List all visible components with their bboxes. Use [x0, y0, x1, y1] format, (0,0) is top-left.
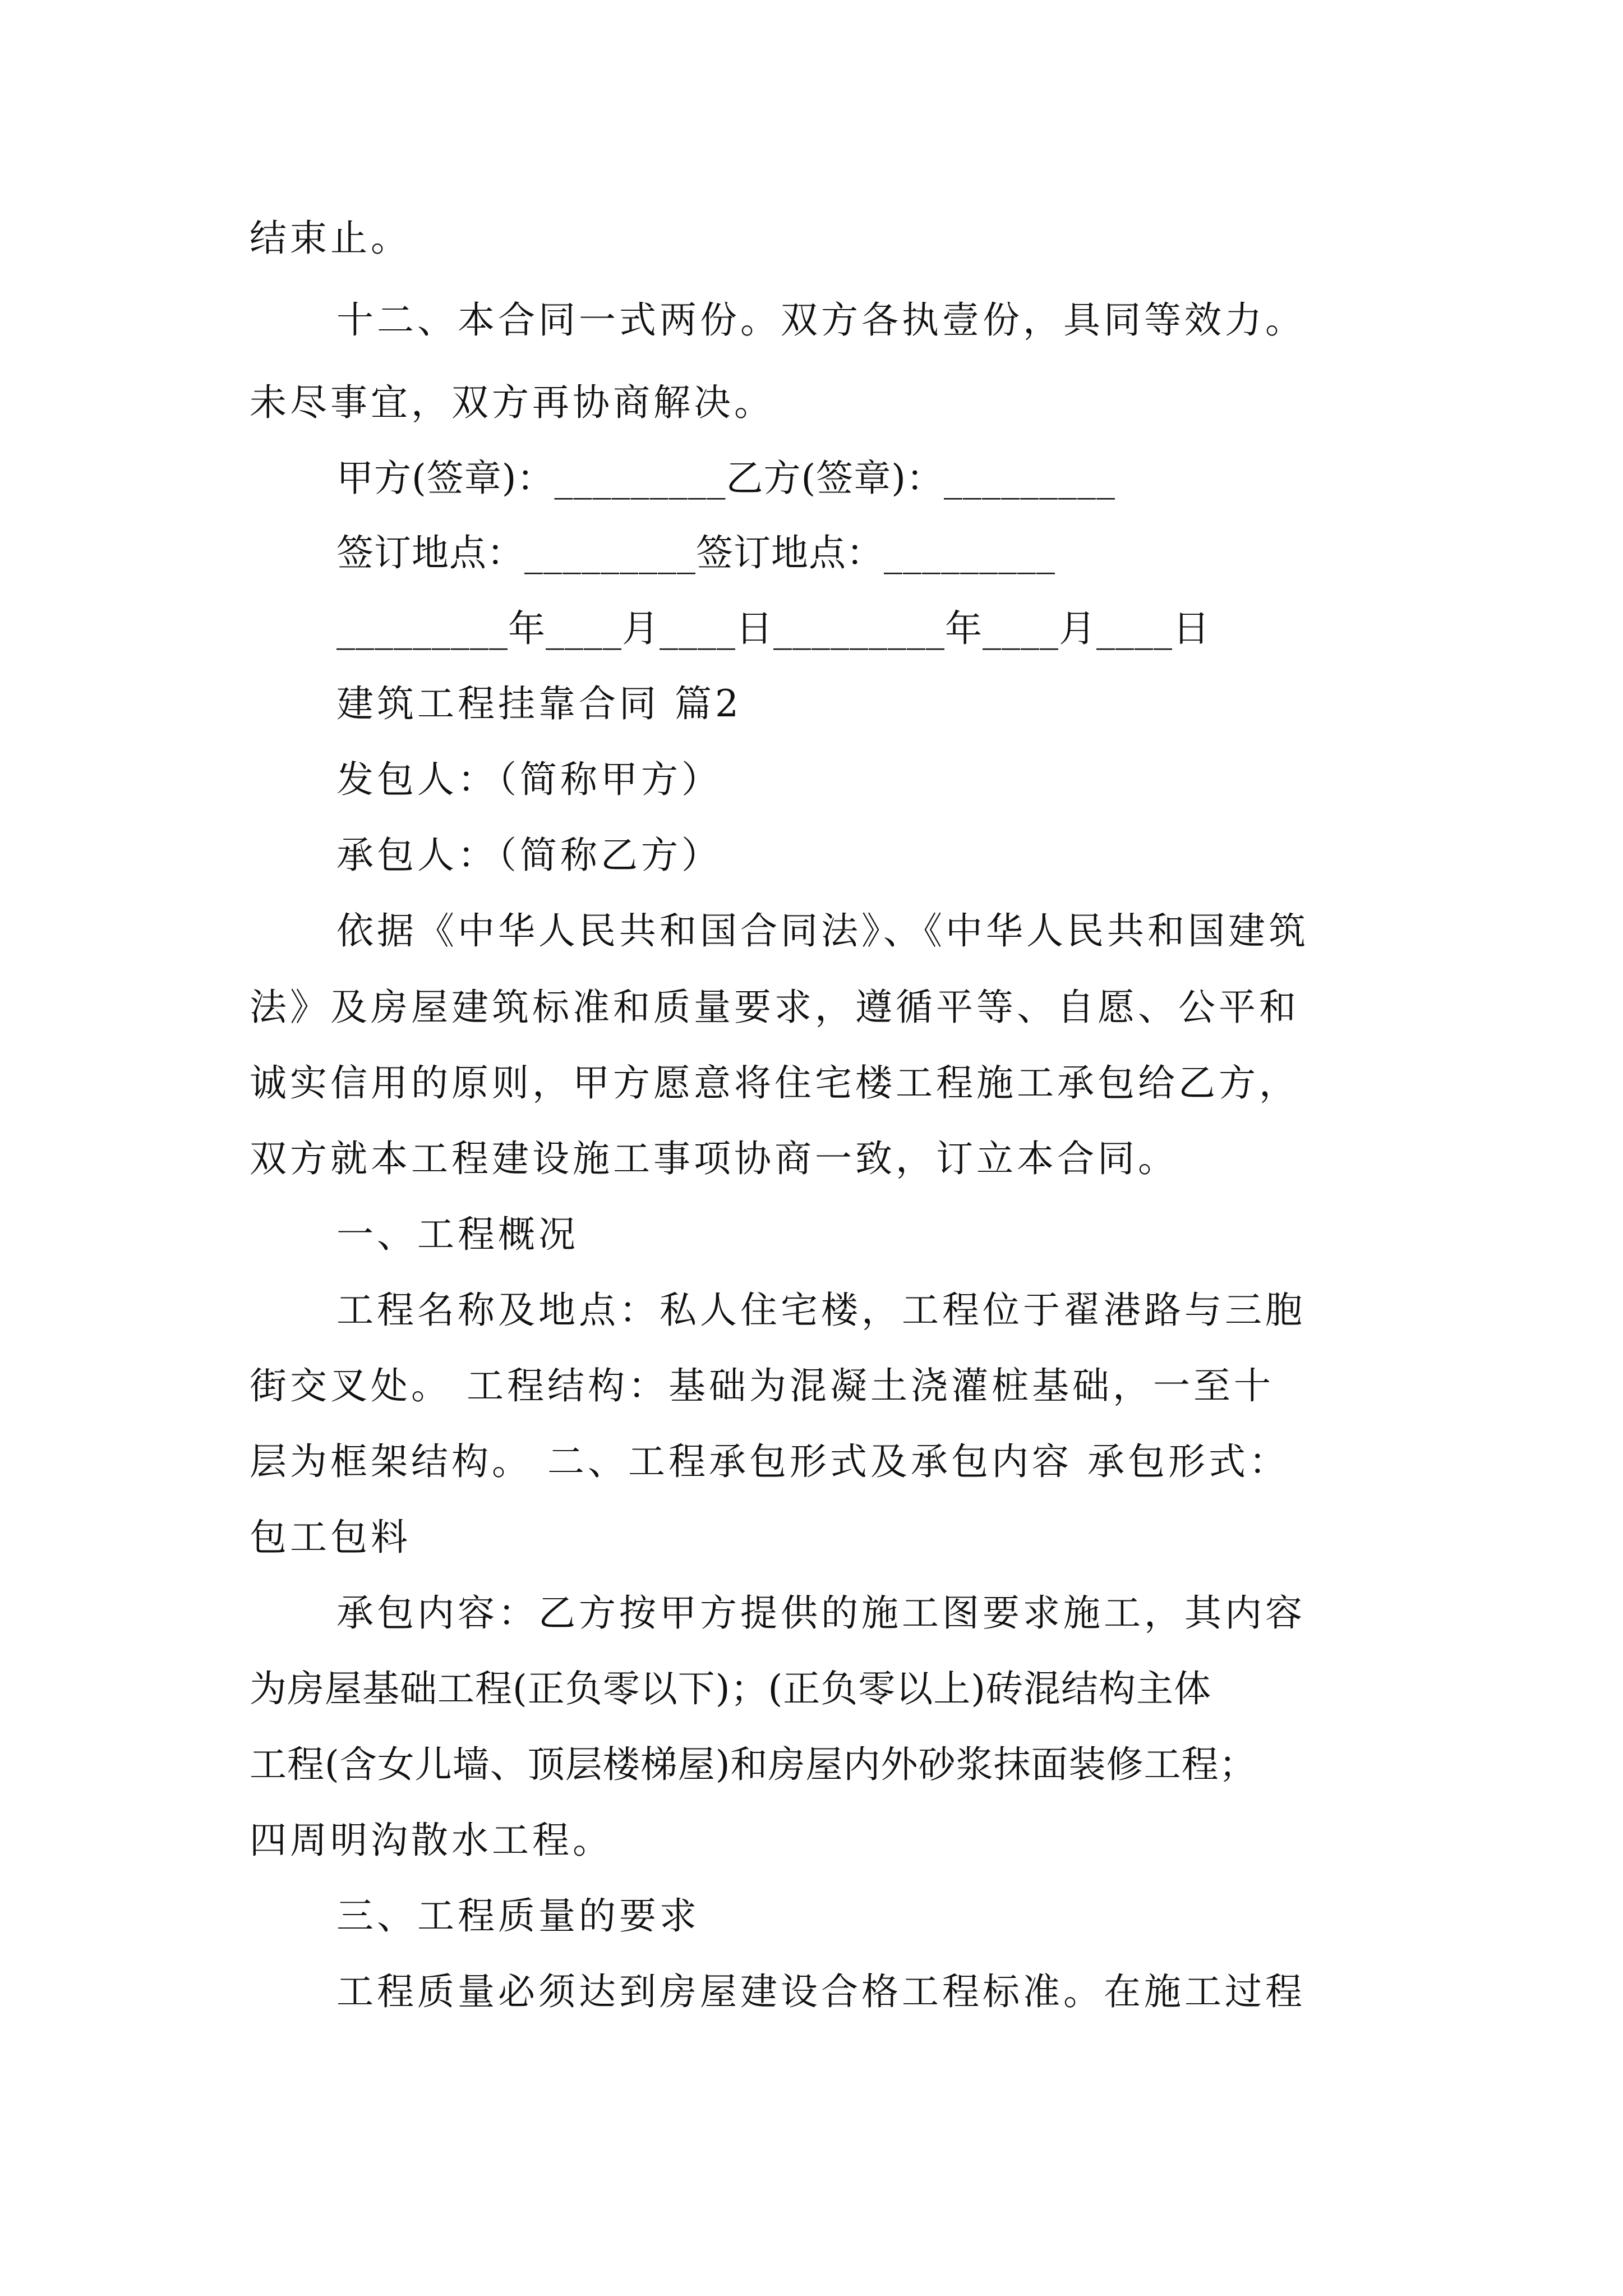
text-line: 工程(含女儿墙、顶层楼梯屋)和房屋内外砂浆抹面装修工程； [250, 1743, 1257, 1786]
text-line: 街交叉处。 工程结构：基础为混凝土浇灌桩基础，一至十 [250, 1364, 1274, 1407]
text-line: 四周明沟散水工程。 [250, 1819, 613, 1862]
text-line: 依据《中华人民共和国合同法》、《中华人民共和国建筑 [336, 909, 1309, 953]
section-heading: 一、工程概况 [336, 1213, 579, 1256]
text-line: 双方就本工程建设施工事项协商一致，订立本合同。 [250, 1137, 1178, 1180]
text-line: 诚实信用的原则，甲方愿意将住宅楼工程施工承包给乙方， [250, 1061, 1299, 1105]
text-line: 工程质量必须达到房屋建设合格工程标准。在施工过程 [336, 1970, 1306, 2013]
employer-line: 发包人：（简称甲方） [336, 758, 722, 801]
section-title: 建筑工程挂靠合同 篇2 [336, 682, 742, 725]
clause-twelve: 十二、本合同一式两份。双方各执壹份，具同等效力。 [336, 298, 1306, 342]
text-line: 未尽事宜，双方再协商解决。 [250, 381, 774, 424]
text-line: 层为框架结构。 二、工程承包形式及承包内容 承包形式： [250, 1440, 1289, 1483]
signing-place-line: 签订地点：_________签订地点：_________ [336, 531, 1055, 574]
signature-line: 甲方(签章)：_________乙方(签章)：_________ [336, 457, 1115, 500]
date-line: _________年____月____日_________年____月____日 [336, 607, 1210, 650]
text-line: 结束止。 [250, 217, 411, 260]
section-heading: 三、工程质量的要求 [336, 1894, 700, 1938]
text-line: 包工包料 [250, 1516, 411, 1559]
contractor-line: 承包人：（简称乙方） [336, 834, 722, 877]
text-line: 承包内容：乙方按甲方提供的施工图要求施工，其内容 [336, 1591, 1306, 1635]
text-line: 工程名称及地点：私人住宅楼，工程位于翟港路与三胞 [336, 1289, 1306, 1332]
text-line: 法》及房屋建筑标准和质量要求，遵循平等、自愿、公平和 [250, 986, 1299, 1029]
text-line: 为房屋基础工程(正负零以下)；(正负零以上)砖混结构主体 [250, 1667, 1211, 1710]
